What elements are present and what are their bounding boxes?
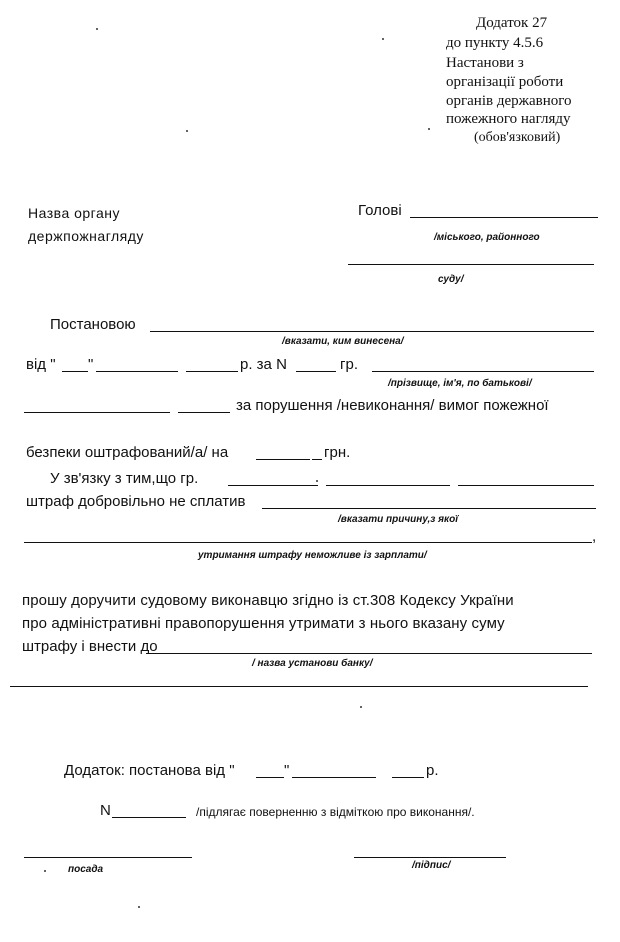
bank-field-2[interactable] bbox=[10, 686, 588, 687]
signature-field[interactable] bbox=[354, 857, 506, 858]
return-note: /підлягає поверненню з відміткою про виконання/. bbox=[196, 805, 475, 819]
due-to-text: У зв'язку з тим,що гр. bbox=[50, 470, 199, 487]
citizen-name-field[interactable] bbox=[372, 371, 594, 372]
date-year-field[interactable] bbox=[186, 371, 238, 372]
scan-speck bbox=[428, 128, 430, 130]
scan-speck bbox=[360, 706, 362, 708]
violation-text: за порушення /невиконання/ вимог пожежної bbox=[236, 397, 549, 414]
appendix-line5: органів державного bbox=[446, 93, 572, 109]
salary-hint: утримання штрафу неможливе із зарплати/ bbox=[198, 550, 427, 561]
citizen-field-c[interactable] bbox=[458, 485, 594, 486]
attachment-year-suffix: р. bbox=[426, 762, 439, 779]
scan-speck bbox=[138, 906, 140, 908]
appendix-line6: пожежного нагляду bbox=[446, 111, 571, 127]
court-hint-1: /міського, районного bbox=[434, 232, 540, 243]
court-name-field-2[interactable] bbox=[348, 264, 594, 265]
reason-field[interactable] bbox=[262, 508, 596, 509]
currency-label: грн. bbox=[324, 444, 351, 461]
attachment-number-label: N bbox=[100, 802, 111, 819]
appendix-mandatory: (обов'язковий) bbox=[474, 130, 561, 145]
attachment-year-field[interactable] bbox=[392, 777, 424, 778]
court-hint-2: суду/ bbox=[438, 274, 464, 285]
appendix-clause: до пункту 4.5.6 bbox=[446, 35, 544, 51]
fine-amount-field[interactable] bbox=[256, 459, 310, 460]
scan-speck bbox=[382, 38, 384, 40]
court-name-field[interactable] bbox=[410, 217, 598, 218]
scan-speck bbox=[96, 28, 98, 30]
request-text-2: про адміністративні правопорушення утримати з нього вказану суму bbox=[22, 615, 505, 632]
appendix-line3: Настанови з bbox=[446, 55, 524, 71]
request-text-1: прошу доручити судовому виконавцю згідно із ст.308 Кодексу України bbox=[22, 592, 514, 609]
citizen-field-a[interactable] bbox=[228, 485, 318, 486]
date-quote-close: " bbox=[88, 356, 94, 373]
reason-hint: /вказати причину,з якої bbox=[338, 514, 458, 525]
not-paid-text: штраф добровільно не сплатив bbox=[26, 493, 246, 510]
citizen-name-hint: /прізвище, ім'я, по батькові/ bbox=[388, 378, 532, 389]
reason-comma: , bbox=[592, 528, 597, 545]
reason-field-2[interactable] bbox=[24, 542, 592, 543]
date-day-field[interactable] bbox=[62, 371, 88, 372]
appendix-line4: організації роботи bbox=[446, 74, 564, 90]
attachment-quote-close: " bbox=[284, 762, 290, 779]
citizen-name-field-2[interactable] bbox=[24, 412, 170, 413]
attachment-month-field[interactable] bbox=[292, 777, 376, 778]
position-field[interactable] bbox=[24, 857, 192, 858]
addressee-label: Голові bbox=[358, 202, 402, 219]
resolution-label: Постановою bbox=[50, 316, 136, 333]
position-hint: посада bbox=[68, 864, 104, 875]
citizen-field-b[interactable] bbox=[326, 485, 450, 486]
citizen-name-field-3[interactable] bbox=[178, 412, 230, 413]
request-text-3: штрафу і внести до bbox=[22, 638, 158, 655]
issuer-field[interactable] bbox=[150, 331, 594, 332]
scan-speck bbox=[44, 870, 46, 872]
fine-amount-field-2[interactable] bbox=[312, 459, 322, 460]
scan-speck bbox=[316, 480, 318, 482]
date-month-field[interactable] bbox=[96, 371, 178, 372]
attachment-number-field[interactable] bbox=[112, 817, 186, 818]
scan-speck bbox=[186, 130, 188, 132]
issuer-hint: /вказати, ким винесена/ bbox=[282, 336, 404, 347]
date-prefix: від " bbox=[26, 356, 56, 373]
resolution-number-field[interactable] bbox=[296, 371, 336, 372]
signature-hint: /підпис/ bbox=[412, 860, 451, 871]
bank-hint: / назва установи банку/ bbox=[252, 658, 373, 669]
attachment-text: Додаток: постанова від " bbox=[64, 762, 235, 779]
org-name-label: Назва органу bbox=[28, 205, 121, 221]
attachment-day-field[interactable] bbox=[256, 777, 284, 778]
number-label: р. за N bbox=[240, 356, 287, 373]
fine-text: безпеки оштрафований/а/ на bbox=[26, 444, 229, 461]
appendix-number: Додаток 27 bbox=[476, 15, 548, 31]
bank-field[interactable] bbox=[146, 653, 592, 654]
citizen-label: гр. bbox=[340, 356, 358, 373]
org-name-label-2: держпожнагляду bbox=[28, 228, 144, 244]
